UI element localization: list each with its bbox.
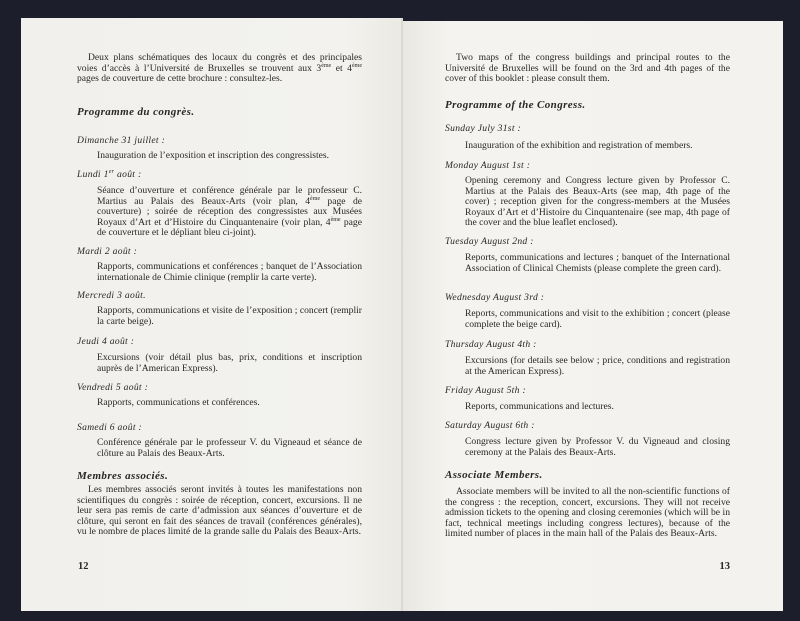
text-run: Saturday August 6th : — [445, 420, 535, 431]
superscript: ème — [330, 216, 341, 223]
programme-heading-en — [445, 100, 730, 111]
superscript: ème — [321, 62, 332, 69]
programme-heading-fr — [77, 107, 362, 118]
text-run: Lundi 1 — [77, 169, 109, 180]
text-run: Dimanche 31 juillet : — [77, 135, 166, 146]
text-run: août : — [114, 169, 142, 180]
members-paragraph-fr — [77, 485, 362, 538]
text-run: Excursions (for details see below ; price, conditions and registration at the American Express). — [465, 355, 730, 377]
members-heading-en — [445, 470, 730, 481]
day-text — [465, 141, 730, 152]
members-paragraph-en — [445, 487, 730, 540]
text-run: Congress lecture given by Professor V. du Vigneaud and closing ceremony at the Palais des Beaux-Arts. — [465, 436, 730, 458]
page-number-right: 13 — [719, 561, 730, 572]
text-run: Deux plans schématiques des locaux du congrès et des principales voies d’accès à l’Université de Bruxelles se trouvent aux 3 — [77, 52, 362, 74]
text-run: Séance d’ouverture et conférence générale par le professeur C. Martius au Palais des Beaux-Arts (voir plan, 4 — [97, 185, 362, 207]
day-label — [445, 340, 730, 351]
day-text — [97, 306, 362, 327]
day-label — [77, 423, 362, 434]
text-run: Membres associés. — [77, 470, 169, 482]
text-run: Two maps of the congress buildings and principal routes to the Université de Bruxelles will be found on the 3rd and 4th pages of the cover of this booklet : please consult them. — [445, 52, 730, 85]
text-run: Les membres associés seront invités à toutes les manifestations non scientifiques du congrès : soirée de réception, concert, excursions. Il ne leur sera pas remis de carte d’admission aux séances d’ouverture et de clôture, qui seront en fait des séances de travail (conférences générales), vu le nombre de places limité de la grande salle du Palais des Beaux-Arts. — [77, 484, 362, 538]
text-run: Mercredi 3 août. — [77, 290, 146, 301]
superscript: ème — [351, 62, 362, 69]
text-run: Inauguration de l’exposition et inscription des congressistes. — [97, 150, 330, 161]
text-run: Reports, communications and lectures ; banquet of the International Association of Clinical Chemists (please complete the green card). — [465, 252, 730, 274]
day-text — [97, 353, 362, 374]
day-label — [445, 237, 730, 248]
text-run: et 4 — [331, 62, 352, 74]
text-run: Vendredi 5 août : — [77, 382, 149, 393]
day-label — [77, 170, 362, 181]
text-run: Associate members will be invited to all the non-scientific functions of the congress : the reception, concert, excursions. They will not receive admission tickets to the opening and closing ceremonies (which will be in fact, technical meetings including congress lectures), because of the limited number of places in the main hall of the Palais des Beaux-Arts. — [445, 486, 730, 540]
superscript: er — [108, 169, 115, 175]
text-run: Rapports, communications et visite de l’exposition ; concert (remplir la carte beige). — [97, 305, 362, 327]
text-run: pages de couverture de cette brochure : consultez-les. — [77, 73, 283, 85]
text-run: Associate Members. — [445, 469, 543, 481]
text-run: Conférence générale par le professeur V. du Vigneaud et séance de clôture au Palais des Beaux-Arts. — [97, 437, 362, 459]
intro-paragraph-en — [445, 53, 730, 85]
text-run: Programme du congrès. — [77, 106, 195, 118]
superscript: ème — [310, 195, 321, 202]
book-gutter — [401, 18, 403, 611]
day-text — [465, 253, 730, 274]
day-label — [445, 421, 730, 432]
day-label — [445, 293, 730, 304]
day-label — [445, 124, 730, 135]
text-run: Opening ceremony and Congress lecture given by Professor C. Martius at the Palais des Beaux-Arts (see map, 4th page of the cover) ; reception given for the congress-members at the Musées Royaux d’Art et d’Histoire du Cinquantenaire (see map, 4th page of the cover and the blue leaflet enclosed). — [465, 175, 730, 229]
day-label — [77, 337, 362, 348]
day-text — [97, 398, 362, 409]
day-text — [465, 309, 730, 330]
text-run: page de couverture et le dépliant bleu ci-joint). — [97, 216, 362, 239]
text-run: page de couverture) ; soirée de réception des congressistes aux Musées Royaux d’Art et d’Histoire du Cinquantenaire (voir plan, 4 — [97, 195, 363, 228]
text-run: Rapports, communications et conférences. — [97, 397, 260, 408]
text-run: Reports, communications and visit to the exhibition ; concert (please complete the beige card). — [465, 308, 730, 330]
text-run: Reports, communications and lectures. — [465, 401, 614, 412]
intro-paragraph-fr — [77, 53, 362, 85]
members-heading-fr — [77, 471, 362, 482]
text-run: Rapports, communications et conférences ; banquet de l’Association internationale de Chimie clinique (remplir la carte verte). — [97, 261, 362, 283]
day-label — [77, 291, 362, 302]
day-text — [97, 151, 362, 162]
page-number-left: 12 — [78, 561, 89, 572]
text-run: Inauguration of the exhibition and registration of members. — [465, 140, 693, 151]
day-text — [465, 402, 730, 413]
day-text — [97, 262, 362, 283]
text-run: Tuesday August 2nd : — [445, 236, 534, 247]
text-run: Jeudi 4 août : — [77, 336, 135, 347]
day-text — [465, 437, 730, 458]
day-label — [445, 386, 730, 397]
day-text — [97, 438, 362, 459]
day-label — [445, 161, 730, 172]
day-text — [465, 176, 730, 229]
text-run: Excursions (voir détail plus bas, prix, conditions et inscription auprès de l’American Express). — [97, 352, 362, 374]
text-run: Programme of the Congress. — [445, 99, 586, 111]
text-run: Monday August 1st : — [445, 160, 531, 171]
day-label — [77, 136, 362, 147]
text-run: Mardi 2 août : — [77, 246, 138, 257]
day-text — [97, 186, 362, 239]
day-label — [77, 383, 362, 394]
text-run: Friday August 5th : — [445, 385, 526, 396]
text-run: Wednesday August 3rd : — [445, 292, 545, 303]
text-run: Thursday August 4th : — [445, 339, 537, 350]
day-label — [77, 247, 362, 258]
text-run: Samedi 6 août : — [77, 422, 142, 433]
day-text — [465, 356, 730, 377]
text-run: Sunday July 31st : — [445, 123, 522, 134]
